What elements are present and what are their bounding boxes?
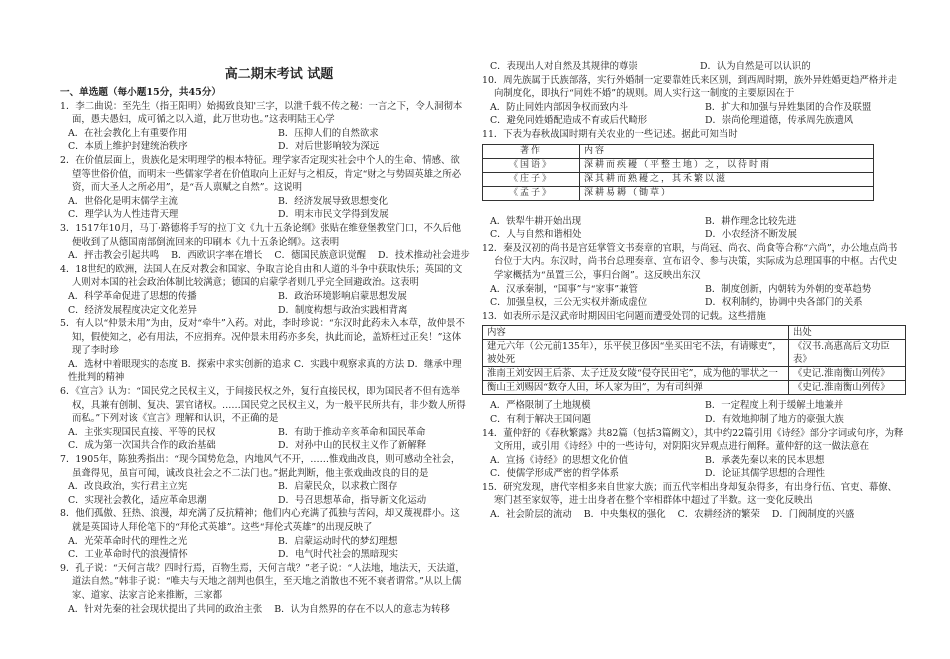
data-table xyxy=(482,144,874,201)
option: C．农耕经济的繁荣 xyxy=(677,509,760,521)
question-15 xyxy=(482,481,906,522)
question-stem: 15．研究发现，唐代宰相多来自世家大族；而五代宰相出身却复杂得多，有出身行伍、官吏、幕僚、寒门甚至家奴等，进士出身者在整个宰相群体中超过了半数。这一变化反映出 xyxy=(482,481,898,507)
question-9 xyxy=(60,562,468,616)
option: B．有助于推动辛亥革命和国民革命 xyxy=(278,426,426,438)
question-1 xyxy=(60,100,468,154)
option: D．技术推动社会进步 xyxy=(377,250,470,262)
table-row xyxy=(483,381,906,395)
table-cell: 建元六年（公元前135年），乐平侯卫侈因“坐买田宅不法，有请赇吏”，被处死 xyxy=(483,340,789,367)
option: D．制度构想与政治实践相背离 xyxy=(278,304,408,316)
option: A．汉承秦制，“国事”与“家事”兼管 xyxy=(490,283,638,295)
question-stem: 1．李二曲说：至先生（指王阳明）始揭致良知'三字，以泄千载不传之秘：一言之下，令人洞彻本面，愚夫愚妇，成可循之以入道，此万世功也。”这表明陆王心学 xyxy=(60,100,463,126)
table-cell: 《庄子》 xyxy=(483,172,580,186)
table-row xyxy=(483,158,874,172)
header-cell: 出处 xyxy=(789,326,906,340)
question-stem: 8．他们孤傲、狂热、浪漫，却充满了反抗精神；他们内心充满了孤独与苦闷，却又蔑视群小。这就是英国诗人拜伦笔下的“拜伦式英雄”。这些“拜伦式英雄”的出现反映了 xyxy=(60,508,460,533)
option: C．表现出人对自然及其规律的尊崇 xyxy=(490,61,638,72)
question-11 xyxy=(482,128,906,242)
option: D．号召思想革命，指导新文化运动 xyxy=(278,494,427,506)
table-cell: 深耕而疾耰（平整土地）之，以待时雨 xyxy=(580,158,874,172)
option: B．一定程度上利于缓解土地兼并 xyxy=(705,400,844,412)
option: A．社会阶层的流动 xyxy=(490,509,572,521)
question-stem: 10．周先族属于氏族部落，实行外婚制一定要靠姓氏来区别，到西周时期，族外异姓婚更趋严格并走向制度化，即执行“同姓不婚”的规则。周人实行这一制度的主要原因在于 xyxy=(482,74,898,100)
question-stem: 11．下表为春秋战国时期有关农业的一些记述。据此可知当时 xyxy=(482,128,738,140)
option: C．有利于解决王国问题 xyxy=(490,413,591,425)
option: A．改良政治，实行君主立宪 xyxy=(68,481,188,493)
option: A．严格限制了土地规模 xyxy=(490,400,591,412)
question-stem: 7．1905年，陈独秀指出：“现今国势危急，内地风气不开，……惟戏曲改良，则可感动全社会，虽聋得见，虽盲可闻，诚改良社会之不二法门也。”据此判断，他主张戏曲改良的目的是 xyxy=(60,454,461,479)
question-8 xyxy=(60,507,468,561)
table-cell: 《汉书.高惠高后文功臣表》 xyxy=(789,340,906,367)
option: D．小农经济不断发展 xyxy=(705,229,797,241)
option: B．政治环境影响启蒙思想发展 xyxy=(278,290,407,302)
option: B．中央集权的强化 xyxy=(583,509,666,521)
option: D．论证其儒学思想的合理性 xyxy=(705,468,826,480)
question-14 xyxy=(482,427,906,481)
options xyxy=(60,535,468,562)
table-cell: 衡山王刘赐因“数夺人田，坏人家为田”，为有司纠弹 xyxy=(483,381,789,395)
options xyxy=(482,101,906,128)
option: D．明末市民文学得到发展 xyxy=(278,209,389,221)
table-cell: 淮南王刘安因王后荼、太子迁及女陵“侵夺民田宅”，成为他的罪状之一 xyxy=(483,367,789,381)
options xyxy=(482,283,906,310)
option: A．防止同姓内部因争权而致内斗 xyxy=(490,101,629,113)
question-list xyxy=(482,74,906,522)
options xyxy=(60,127,468,154)
table-header-row xyxy=(483,144,874,158)
options xyxy=(482,215,906,242)
table-header-row xyxy=(483,326,906,340)
option: D．权利制约，协调中央各部门的关系 xyxy=(705,297,863,309)
section-heading: 一、单选题（每小题15分，共45分） xyxy=(60,87,222,98)
option: A．世俗化是明末儒学主流 xyxy=(68,195,178,207)
question-stem: 5．有人以“仲景未用”为由，反对“牵牛”入药。对此，李时珍说：“东汉时此药未入本草，故仲景不知，假使知之，必有用法，不应捐弃。况仲景未用药亦多矣，执此而论，盖矫枉过正矣！”这体现了李时珍 xyxy=(60,318,465,357)
table-row xyxy=(483,340,906,367)
question-stem: 14．董仲舒的《春秋繁露》共82篇（包括3篇阙文），其中约22篇引用《诗经》部分字词或句序，为释文所用，或引用《诗经》中的一些诗句，对阴阳灾异观点进行阐释。董仲舒的这一做法意在 xyxy=(482,427,904,453)
option: A．宣扬《诗经》的思想文化价值 xyxy=(490,454,629,466)
option: A．抨击教会引起共鸣 xyxy=(68,250,160,262)
option: B．启蒙民众，以求救亡图存 xyxy=(278,481,398,493)
option: B．西欧识字率在增长 xyxy=(171,250,263,262)
q9-options-continued xyxy=(482,60,906,74)
option: A．选材中着眼现实的态度 B．探索中求实创新的追求 C．实践中观察求真的方法 D．继承中理性批判的精神 xyxy=(68,358,462,384)
option: C．理学认为人性违背天理 xyxy=(68,209,179,221)
option: B．启蒙运动时代的梦幻理想 xyxy=(278,535,398,547)
question-6 xyxy=(60,385,468,453)
option: B．压抑人们的自然欲求 xyxy=(278,127,379,139)
option: C．成为第一次国共合作的政治基础 xyxy=(68,440,216,452)
question-stem: 12．秦及汉初的尚书是宫廷掌管文书奏章的官职，与尚冠、尚衣、尚食等合称“六尚”，办公地点尚书台位于大内。东汉时，尚书台总理奏章、宣布诏令、参与决策，实际成为总理国事的中枢。古代史学家概括为“虽置三公，事归台阁”。这反映出东汉 xyxy=(482,242,898,281)
option: A．主张实现国民直接、平等的民权 xyxy=(68,426,216,438)
option: B．认为自然界的存在不以人的意志为转移 xyxy=(274,603,450,615)
header-cell: 内容 xyxy=(580,144,874,158)
options xyxy=(60,358,468,385)
question-7 xyxy=(60,453,468,507)
options xyxy=(60,480,468,507)
table-cell: 深耕易耨（锄草） xyxy=(580,186,874,200)
option: C．加强皇权，三公无实权并渐成虚位 xyxy=(490,297,648,309)
option: D．门阀制度的兴盛 xyxy=(771,509,855,521)
question-stem: 13．如表所示是汉武帝时期因田宅问题而遭受处罚的记载。这些措施 xyxy=(482,310,766,322)
table-cell: 《国语》 xyxy=(483,158,580,172)
option: B．耕作理念比较先进 xyxy=(705,215,797,227)
option: B．经济发展导致思想变化 xyxy=(278,195,389,207)
option: C．工业革命时代的浪漫情怀 xyxy=(68,549,188,561)
question-13 xyxy=(482,310,906,427)
option: C．人与自然和谐相处 xyxy=(490,229,582,241)
question-stem: 2．在价值层面上，贵族化是宋明理学的根本特征。理学家否定现实社会中个人的生命、情感、欲望等世俗价值，而明末一些儒家学者在价值取向上正好与之相反，肯定“财之与势固英雄之所必资，而大圣人之所必用”，是“吾人禀赋之自然”。这说明 xyxy=(60,154,462,194)
header-cell: 著作 xyxy=(483,144,580,158)
table-cell: 《史记.淮南衡山列传》 xyxy=(789,381,906,395)
question-5 xyxy=(60,317,468,385)
option: B．承袭先秦以来的民本思想 xyxy=(705,454,825,466)
option: C．德国民族意识觉醒 xyxy=(274,250,366,262)
question-list xyxy=(60,100,468,617)
options xyxy=(482,454,906,481)
options xyxy=(60,249,468,263)
option: D．对孙中山的民权主义作了新解释 xyxy=(278,440,427,452)
option: B．制度创新，内朝转为外朝的变革趋势 xyxy=(705,283,872,295)
options xyxy=(482,399,906,426)
question-stem: 4．18世纪的欧洲，法国人在反对教会和国家、争取言论自由和人道的斗争中获取快乐；英国的文人则对本国的社会政治体制比较满意；德国的启蒙学者则几乎完全回避政治。这表明 xyxy=(60,263,463,289)
option: B．扩大和加强与异姓集团的合作及联盟 xyxy=(705,101,872,113)
table-cell: 《史记.淮南衡山列传》 xyxy=(789,367,906,381)
option: A．在社会教化上有重要作用 xyxy=(68,127,188,139)
option: D．对后世影响较为深远 xyxy=(278,141,380,153)
table-row xyxy=(483,186,874,200)
options xyxy=(60,426,468,453)
option: C．避免同姓婚配造成不育或后代畸形 xyxy=(490,115,648,127)
question-4 xyxy=(60,263,468,317)
left-column xyxy=(60,66,468,616)
question-stem: 6．《宣言》认为：“国民党之民权主义，于间接民权之外，复行直接民权，即为国民者不但有选举权，具兼有创制、复决、罢官诸权。……国民党之民权主义，为一般平民所共有，非少数人所得而私。”下列对该《宣言》理解和认识，不正确的是 xyxy=(60,386,466,425)
table-row xyxy=(483,367,906,381)
table-cell: 《孟子》 xyxy=(483,186,580,200)
option: D．认为自然是可以认识的 xyxy=(700,61,811,72)
question-3 xyxy=(60,222,468,263)
option: C．本质上维护封建统治秩序 xyxy=(68,141,188,153)
option: D．崇尚伦理道德，传承周先族遗风 xyxy=(705,115,854,127)
options xyxy=(60,290,468,317)
question-stem: 9．孔子说：“天何言哉？四时行焉，百物生焉，天何言哉？”老子说：“人法地，地法天，天法道，道法自然。”韩非子说：“唯夫与天地之剖判也俱生，至天地之消散也不死不衰者谓常。”从以上儒家、道家、法家言论来推断，三家都 xyxy=(60,562,465,601)
header-cell: 内容 xyxy=(483,326,789,340)
option: D．电气时代社会的黑暗现实 xyxy=(278,549,399,561)
option: D．有效地抑制了地方的豪强大族 xyxy=(705,413,844,425)
table-cell: 深其耕而熟耰之，其禾繁以滋 xyxy=(580,172,874,186)
option: A．光荣革命时代的理性之光 xyxy=(68,535,188,547)
page-title: 高二期末考试 试题 xyxy=(224,67,334,82)
option: A．铁犁牛耕开始出现 xyxy=(490,215,582,227)
option: C．实现社会教化，适应革命思潮 xyxy=(68,494,207,506)
option: A．针对先秦的社会现状提出了共同的政治主张 xyxy=(68,603,263,615)
options xyxy=(60,603,468,617)
question-stem: 3．1517年10月，马丁·路德将手写的拉丁文《九十五条论纲》张贴在维登堡教堂门口，不久后他便收到了从德国南部倒流回来的印刷本《九十五条论纲》。这表明 xyxy=(60,222,461,248)
options xyxy=(482,508,906,522)
question-2 xyxy=(60,154,468,222)
option: A．科学革命促进了思想的传播 xyxy=(68,290,197,302)
question-12 xyxy=(482,242,906,310)
table-row xyxy=(483,172,874,186)
data-table xyxy=(482,325,906,395)
options xyxy=(60,195,468,222)
option: C．经济发展程度决定文化差异 xyxy=(68,304,198,316)
question-10 xyxy=(482,74,906,128)
option: C．使儒学形成严密的哲学体系 xyxy=(490,468,620,480)
right-column xyxy=(482,60,906,522)
